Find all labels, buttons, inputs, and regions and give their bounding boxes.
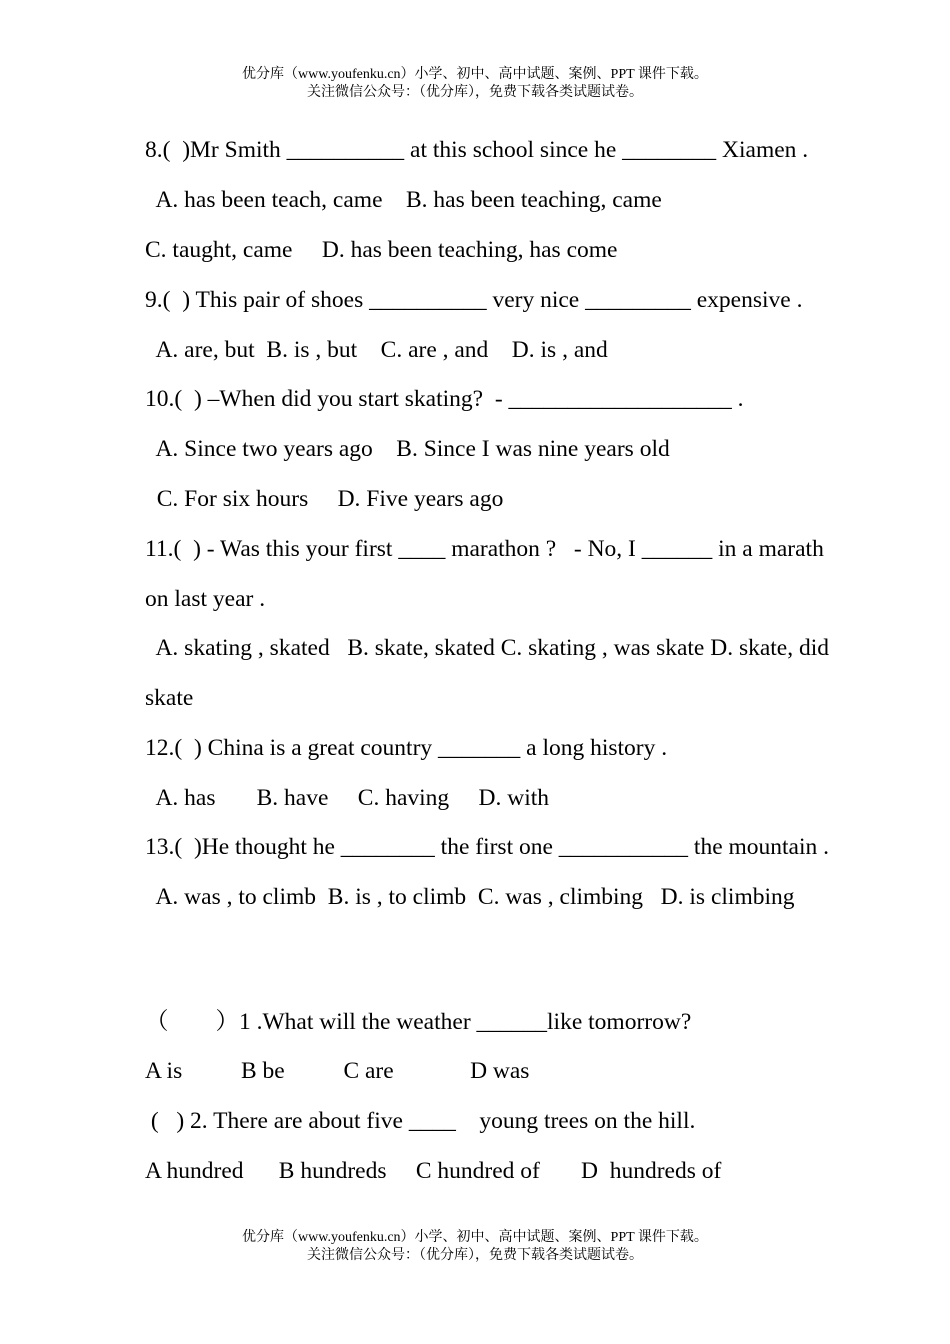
- question-b1: （ ）1 .What will the weather ______like tomorrow?: [145, 1009, 692, 1035]
- question-8: 8.( )Mr Smith __________ at this school since he ________ Xiamen .: [145, 137, 809, 163]
- question-10-options-ab: A. Since two years ago B. Since I was nine years old: [145, 436, 670, 462]
- question-9: 9.( ) This pair of shoes __________ very nice _________ expensive .: [145, 287, 803, 313]
- question-11-options: A. skating , skated B. skate, skated C. skating , was skate D. skate, did: [145, 635, 830, 661]
- question-b2: ( ) 2. There are about five ____ young trees on the hill.: [145, 1108, 696, 1134]
- question-11: 11.( ) - Was this your first ____ marathon ? - No, I ______ in a marath: [145, 536, 824, 562]
- question-11-options-continued: skate: [145, 685, 194, 711]
- question-11-continued: on last year .: [145, 586, 266, 612]
- header-line-1: 优分库（www.youfenku.cn）小学、初中、高中试题、案例、PPT 课件下载。: [242, 67, 708, 82]
- question-b1-options: A is B be C are D was: [145, 1058, 530, 1084]
- question-b2-options: A hundred B hundreds C hundred of D hundreds of: [145, 1158, 722, 1184]
- page-header: [0, 66, 950, 102]
- question-10: 10.( ) –When did you start skating? - ___________________ .: [145, 386, 744, 412]
- question-13-options: A. was , to climb B. is , to climb C. was , climbing D. is climbing: [145, 884, 795, 910]
- question-12-options: A. has B. have C. having D. with: [145, 785, 550, 811]
- question-9-options: A. are, but B. is , but C. are , and D. is , and: [145, 337, 608, 363]
- page-footer: [0, 1229, 950, 1265]
- question-8-options-ab: A. has been teach, came B. has been teaching, came: [145, 187, 662, 213]
- question-13: 13.( )He thought he ________ the first one ___________ the mountain .: [145, 834, 830, 860]
- footer-line-2: 关注微信公众号：（优分库），免费下载各类试题试卷。: [307, 1248, 643, 1263]
- question-8-options-cd: C. taught, came D. has been teaching, has come: [145, 237, 618, 263]
- header-line-2: 关注微信公众号：（优分库），免费下载各类试题试卷。: [307, 85, 643, 100]
- question-12: 12.( ) China is a great country _______ a long history .: [145, 735, 668, 761]
- footer-line-1: 优分库（www.youfenku.cn）小学、初中、高中试题、案例、PPT 课件下载。: [242, 1230, 708, 1245]
- question-10-options-cd: C. For six hours D. Five years ago: [145, 486, 504, 512]
